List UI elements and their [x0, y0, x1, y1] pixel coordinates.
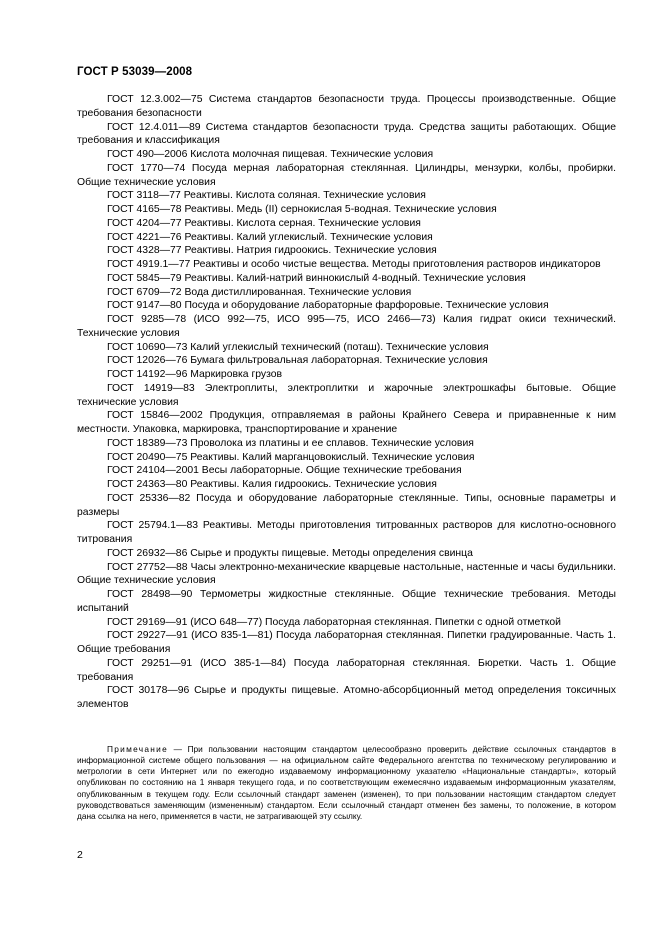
reference-entry: ГОСТ 27752—88 Часы электронно-механические кварцевые настольные, настенные и часы будильники. Общие технические условия [77, 561, 616, 587]
reference-entry: ГОСТ 29169—91 (ИСО 648—77) Посуда лабораторная стеклянная. Пипетки с одной отметкой [107, 616, 561, 628]
reference-entry: ГОСТ 14919—83 Электроплиты, электроплитки и жарочные электрошкафы бытовые. Общие технические условия [77, 382, 616, 408]
reference-entry: ГОСТ 20490—75 Реактивы. Калий марганцовокислый. Технические условия [107, 451, 475, 463]
reference-entry: ГОСТ 12026—76 Бумага фильтровальная лабораторная. Технические условия [107, 355, 488, 367]
reference-entry: ГОСТ 12.3.002—75 Система стандартов безопасности труда. Процессы производственные. Общие требования безопасности [77, 94, 616, 119]
reference-entry: ГОСТ 6709—72 Вода дистиллированная. Технические условия [107, 286, 412, 298]
reference-entry: ГОСТ 1770—74 Посуда мерная лабораторная стеклянная. Цилиндры, мензурки, колбы, пробирки. Общие технические условия [77, 162, 616, 188]
note-text: — При пользовании настоящим стандартом целесообразно проверить действие ссылочных стандартов в информационной системе общего пользования — на официальном сайте Федерального агентства по техническому регулированию и метрологии в сети Интернет или по ежегодно издаваемому информационному указателю «Национальные стандарты», который опубликован по состоянию на 1 января текущего года, и по соответствующим ежемесячно издаваемым информационным указателям, опубликованным в текущем году. Если ссылочный стандарт заменен (изменен), то при пользовании настоящим стандартом следует руководствоваться заменяющим (измененным) стандартом. Если ссылочный стандарт отменен без замены, то положение, в котором дана ссылка на него, применяется в части, не затрагивающей эту ссылку. [77, 744, 616, 821]
reference-entry: ГОСТ 9285—78 (ИСО 992—75, ИСО 995—75, ИСО 2466—73) Калия гидрат окиси технический. Технические условия [77, 314, 616, 339]
page-number: 2 [77, 849, 83, 861]
reference-entry: ГОСТ 12.4.011—89 Система стандартов безопасности труда. Средства защиты работающих. Общие требования и классификация [77, 121, 616, 147]
reference-entry: ГОСТ 30178—96 Сырье и продукты пищевые. Атомно-абсорбционный метод определения токсичных элементов [77, 685, 616, 710]
reference-entry: ГОСТ 24363—80 Реактивы. Калия гидроокись. Технические условия [107, 479, 437, 490]
reference-entry: ГОСТ 4328—77 Реактивы. Натрия гидроокись. Технические условия [107, 245, 437, 257]
reference-entry: ГОСТ 29227—91 (ИСО 835-1—81) Посуда лабораторная стеклянная. Пипетки градуированные. Часть 1. Общие требования [77, 630, 616, 655]
reference-entry: ГОСТ 18389—73 Проволока из платины и ее сплавов. Технические условия [107, 437, 474, 449]
reference-entry: ГОСТ 490—2006 Кислота молочная пищевая. Технические условия [107, 149, 434, 160]
note-label: Примечание [107, 744, 169, 754]
reference-entry: ГОСТ 28498—90 Термометры жидкостные стеклянные. Общие технические требования. Методы испытаний [77, 589, 616, 614]
reference-entry: ГОСТ 5845—79 Реактивы. Калий-натрий виннокислый 4-водный. Технические условия [107, 272, 526, 284]
reference-entry: ГОСТ 14192—96 Маркировка грузов [107, 369, 283, 380]
reference-entry: ГОСТ 4204—77 Реактивы. Кислота серная. Технические условия [107, 217, 421, 229]
reference-entry: ГОСТ 26932—86 Сырье и продукты пищевые. Методы определения свинца [107, 547, 473, 559]
reference-entry: ГОСТ 9147—80 Посуда и оборудование лабораторные фарфоровые. Технические условия [107, 300, 549, 312]
references-list [77, 93, 616, 712]
reference-entry: ГОСТ 25794.1—83 Реактивы. Методы приготовления титрованных растворов для кислотно-основного титрования [77, 520, 616, 545]
reference-entry: ГОСТ 3118—77 Реактивы. Кислота соляная. Технические условия [107, 190, 426, 202]
reference-entry: ГОСТ 4165—78 Реактивы. Медь (II) сернокислая 5-водная. Технические условия [107, 204, 497, 215]
reference-entry: ГОСТ 4221—76 Реактивы. Калий углекислый. Технические условия [107, 231, 433, 243]
reference-entry: ГОСТ 24104—2001 Весы лабораторные. Общие технические требования [107, 465, 462, 477]
document-header: ГОСТ Р 53039—2008 [77, 66, 193, 78]
reference-entry: ГОСТ 29251—91 (ИСО 385-1—84) Посуда лабораторная стеклянная. Бюретки. Часть 1. Общие требования [77, 657, 616, 683]
reference-entry: ГОСТ 15846—2002 Продукция, отправляемая в районы Крайнего Севера и приравненные к ним местности. Упаковка, маркировка, транспортирование и хранение [77, 410, 616, 435]
note-paragraph [77, 744, 616, 822]
reference-entry: ГОСТ 4919.1—77 Реактивы и особо чистые вещества. Методы приготовления растворов индикаторов [107, 259, 601, 270]
reference-entry: ГОСТ 25336—82 Посуда и оборудование лабораторные стеклянные. Типы, основные параметры и размеры [77, 492, 616, 518]
reference-entry: ГОСТ 10690—73 Калий углекислый технический (поташ). Технические условия [107, 341, 489, 353]
